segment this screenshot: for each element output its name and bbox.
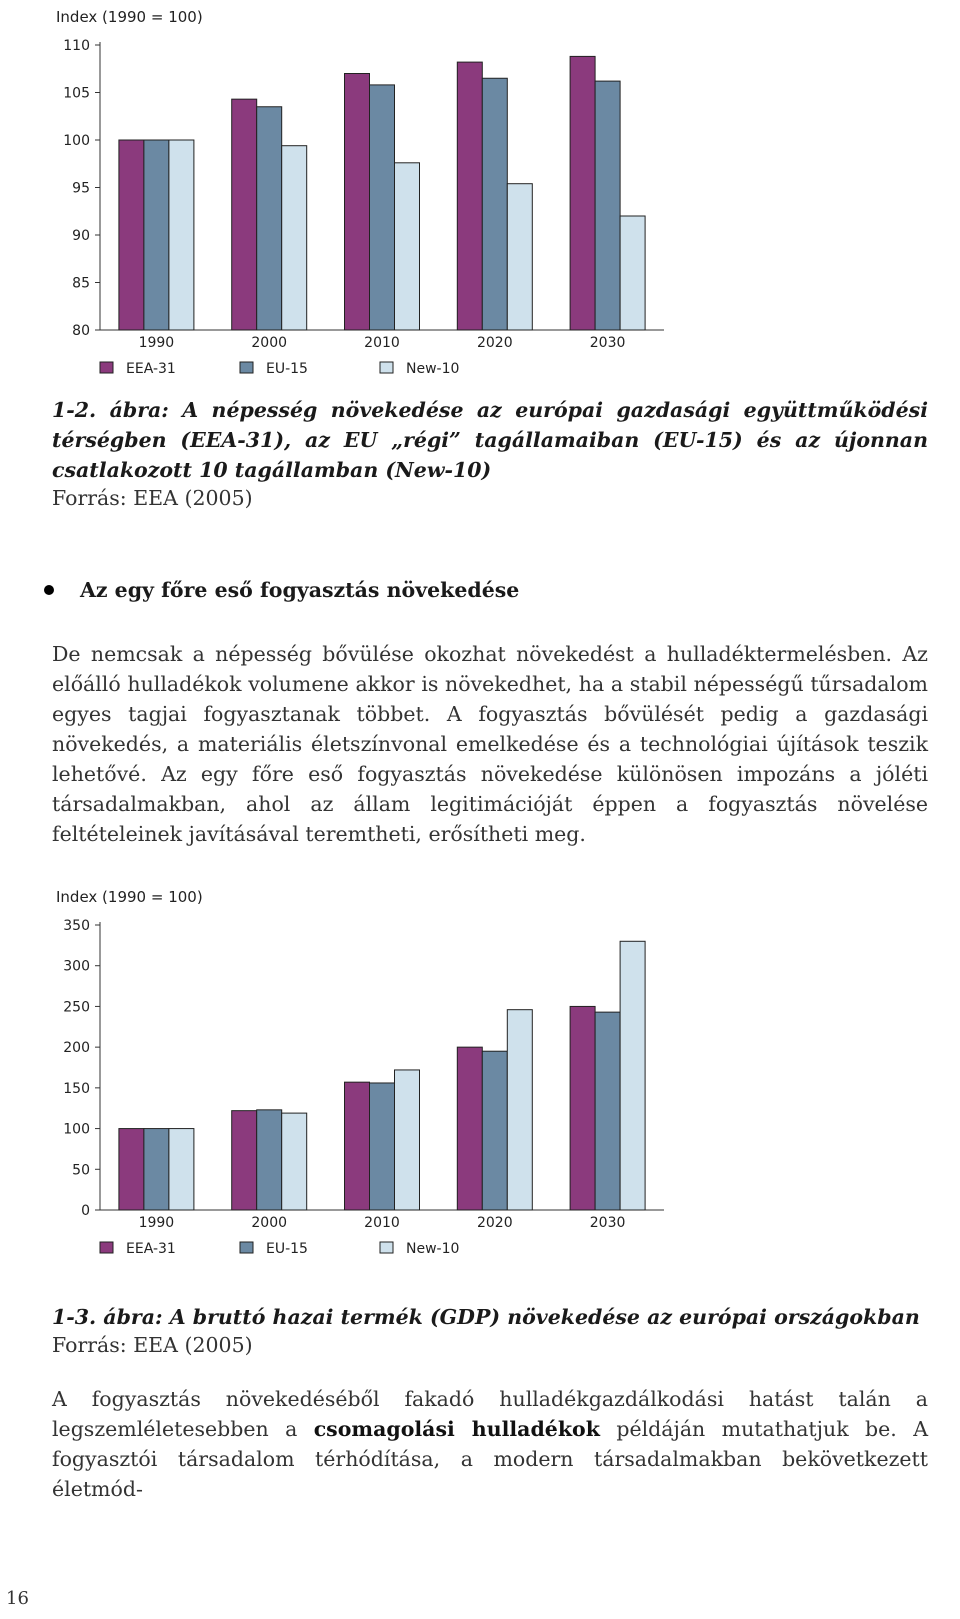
population-bar-eea-31-2030 <box>570 56 595 330</box>
paragraph-consumption: De nemcsak a népesség bővülése okozhat növekedést a hulladéktermelésben. Az előálló hulladékok volumene akkor is növekedhet, ha a stabil népességű tűrsadalom egyes tagjai fogyasztanak többet. A fogyasztás bővülését pedig a gazdasági növekedés, a materiális életszínvonal emelkedése és a technológiai újítások teszik lehetővé. Az egy főre eső fogyasztás növekedése különösen impozáns a jóléti társadalmakban, ahol az állam legitimációját éppen a fogyasztás növelése feltételeinek javításával teremtheti, erősítheti meg. <box>52 642 928 846</box>
population-y-tick-label: 100 <box>63 133 90 149</box>
population-y-tick-label: 85 <box>72 275 90 292</box>
gdp-y-tick-label: 200 <box>63 1040 90 1057</box>
gdp-bar-eu-15-1990 <box>144 1129 169 1210</box>
population-legend-label-eea-31: EEA-31 <box>126 361 176 377</box>
population-y-tick-label: 90 <box>72 228 90 244</box>
gdp-legend-label-eea-31: EEA-31 <box>126 1241 176 1257</box>
figure-1-2-caption: 1-2. ábra: A népesség növekedése az európai gazdasági együttműködési térségben (EEA-31), az EU „régi” tagállamaiban (EU-15) és az újonnan csatlakozott 10 tagállamban (New-10) <box>52 398 928 482</box>
population-bar-new-10-2010 <box>395 163 420 330</box>
population-y-axis-label: Index (1990 = 100) <box>56 8 203 26</box>
gdp-legend-swatch-eea-31 <box>100 1242 113 1253</box>
population-x-tick-label: 1990 <box>138 335 175 351</box>
gdp-y-tick-label: 150 <box>63 1080 90 1097</box>
figure-1-3-source: Forrás: EEA (2005) <box>52 1333 253 1357</box>
population-legend-swatch-eea-31 <box>100 362 113 373</box>
population-y-tick-label: 80 <box>72 323 90 339</box>
population-bar-eu-15-2010 <box>370 85 395 330</box>
gdp-bar-eea-31-2020 <box>457 1047 482 1210</box>
population-legend-label-eu-15: EU-15 <box>266 361 308 377</box>
gdp-chart-svg <box>52 880 682 1260</box>
gdp-bar-new-10-2000 <box>282 1113 307 1210</box>
figure-1-3-caption: 1-3. ábra: A bruttó hazai termék (GDP) növekedése az európai országokban <box>52 1305 920 1329</box>
population-x-tick-label: 2000 <box>251 335 288 351</box>
gdp-chart <box>52 880 682 1260</box>
gdp-x-tick-label: 2030 <box>589 1215 626 1231</box>
gdp-bar-eea-31-2030 <box>570 1006 595 1210</box>
gdp-bar-eu-15-2010 <box>370 1083 395 1210</box>
gdp-y-tick-label: 0 <box>81 1203 90 1219</box>
population-bar-eu-15-2020 <box>482 78 507 330</box>
population-chart <box>52 0 682 380</box>
population-bar-new-10-2000 <box>282 146 307 330</box>
population-bar-eea-31-2020 <box>457 62 482 330</box>
gdp-bar-eu-15-2030 <box>595 1012 620 1210</box>
gdp-bar-new-10-2020 <box>507 1010 532 1210</box>
gdp-bar-eea-31-2000 <box>232 1111 257 1210</box>
population-bar-new-10-1990 <box>169 140 194 330</box>
population-legend-swatch-eu-15 <box>240 362 253 373</box>
gdp-y-tick-label: 100 <box>63 1121 90 1138</box>
gdp-y-axis-label: Index (1990 = 100) <box>56 888 203 906</box>
population-x-tick-label: 2020 <box>476 335 513 351</box>
paragraph-packaging-bold: csomagolási hulladékok <box>313 1417 600 1441</box>
gdp-x-tick-label: 1990 <box>138 1215 175 1231</box>
population-y-tick-label: 95 <box>72 180 90 197</box>
population-bar-eea-31-2000 <box>232 99 257 330</box>
paragraph-packaging-part1: A fogyasztás növekedéséből fakadó hulladékgazdálkodási hatást talán a legszemléletesebben a <box>52 1387 928 1441</box>
population-legend-label-new-10: New-10 <box>406 361 460 377</box>
gdp-x-tick-label: 2020 <box>476 1215 513 1231</box>
gdp-y-tick-label: 250 <box>63 999 90 1016</box>
bullet-heading-text: Az egy főre eső fogyasztás növekedése <box>80 578 520 602</box>
population-y-tick-label: 105 <box>63 85 90 102</box>
gdp-y-tick-label: 350 <box>63 918 90 934</box>
population-y-tick-label: 110 <box>63 38 90 54</box>
gdp-bar-new-10-2010 <box>395 1070 420 1210</box>
paragraph-packaging-part2: példáján mutathatjuk be. A fogyasztói társadalom térhódítása, a modern társadalmakban bekövetkezett életmód- <box>52 1417 928 1501</box>
population-x-tick-label: 2010 <box>364 335 400 351</box>
population-bar-eea-31-2010 <box>345 74 370 331</box>
population-bar-new-10-2030 <box>620 216 645 330</box>
gdp-bar-eea-31-1990 <box>119 1129 144 1210</box>
population-bar-new-10-2020 <box>507 184 532 330</box>
gdp-y-tick-label: 300 <box>63 958 90 975</box>
gdp-legend-label-new-10: New-10 <box>406 1241 460 1257</box>
gdp-legend-swatch-new-10 <box>380 1242 393 1253</box>
gdp-bar-new-10-1990 <box>169 1129 194 1210</box>
page-number: 16 <box>6 1588 29 1609</box>
population-bar-eu-15-2030 <box>595 81 620 330</box>
gdp-y-tick-label: 50 <box>72 1162 90 1179</box>
bullet-heading <box>44 578 519 602</box>
gdp-legend-label-eu-15: EU-15 <box>266 1241 308 1257</box>
population-bar-eu-15-2000 <box>257 107 282 330</box>
gdp-bar-eu-15-2000 <box>257 1110 282 1210</box>
gdp-legend-swatch-eu-15 <box>240 1242 253 1253</box>
figure-1-2-source: Forrás: EEA (2005) <box>52 486 253 510</box>
gdp-x-tick-label: 2000 <box>251 1215 288 1231</box>
gdp-bar-new-10-2030 <box>620 941 645 1210</box>
population-chart-svg <box>52 0 682 380</box>
gdp-x-tick-label: 2010 <box>364 1215 400 1231</box>
population-bar-eea-31-1990 <box>119 140 144 330</box>
paragraph-packaging <box>52 1384 928 1504</box>
population-x-tick-label: 2030 <box>589 335 626 351</box>
bullet-dot-icon <box>44 585 54 595</box>
gdp-bar-eu-15-2020 <box>482 1051 507 1210</box>
population-legend-swatch-new-10 <box>380 362 393 373</box>
population-bar-eu-15-1990 <box>144 140 169 330</box>
gdp-bar-eea-31-2010 <box>345 1082 370 1210</box>
